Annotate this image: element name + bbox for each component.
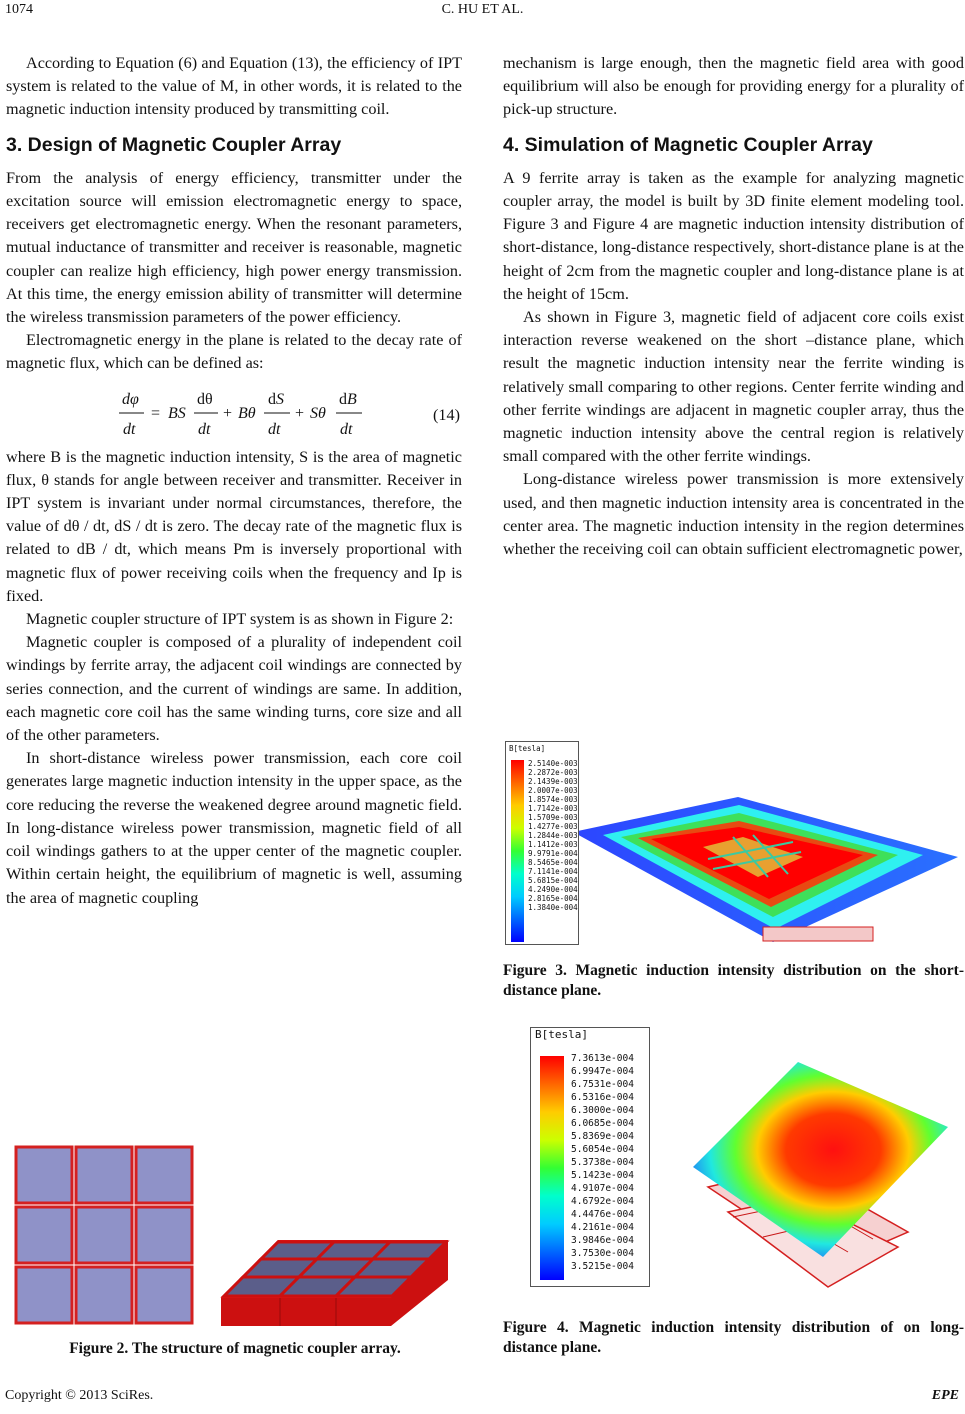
figure-2-caption: Figure 2. The structure of magnetic coupler array. [69, 1340, 401, 1357]
legend-value: 2.8165e-004 [528, 894, 578, 903]
svg-text:dB: dB [339, 390, 357, 408]
page-number: 1074 [5, 2, 33, 17]
svg-text:+: + [223, 404, 233, 422]
paragraph: Magnetic coupler is composed of a plurality of independent coil windings by ferrite array, the adjacent coil windings are connected by series connection, and the current of windings are same. In addition, each magnetic core coil has the same winding turns, core size and all of the other parameters. [6, 633, 462, 745]
legend-title: B[tesla] [509, 744, 546, 753]
paragraph: mechanism is large enough, then the magnetic field area with good equilibrium will also be enough for providing energy for a plurality of pick-up structure. [503, 54, 964, 119]
legend-value: 1.8574e-003 [528, 795, 578, 804]
legend-value: 6.0685e-004 [571, 1118, 634, 1129]
legend-value: 4.6792e-004 [571, 1196, 634, 1207]
paragraph: where B is the magnetic induction intensity, S is the area of magnetic flux, θ stands for angle between receiver and transmitter. Receiver in IPT system is invariant under normal circumstances, therefore, the value of dθ / dt, dS / dt is zero. The decay rate of the magnetic flux is related to dB / dt, which means Pm is inversely proportional with magnetic flux of power receiving coils when the frequency and Ip is fixed. [6, 447, 462, 605]
svg-text:dS: dS [268, 390, 284, 408]
section-heading-3: 3. Design of Magnetic Coupler Array [6, 133, 342, 156]
legend-value: 2.5140e-003 [528, 759, 578, 768]
legend-value: 5.6815e-004 [528, 876, 578, 885]
legend-value: 1.3840e-004 [528, 903, 578, 912]
svg-text:dt: dt [123, 420, 136, 438]
legend-value: 9.9791e-004 [528, 849, 578, 858]
color-scale-bar [511, 760, 524, 942]
paragraph: In short-distance wireless power transmission, each core coil generates large magnetic induction intensity in the upper space, as the core reducing the reverse the weakened degree around magnetic field. In long-distance wireless power transmission, magnetic field of all coil windings gathers to at the upper center of the magnetic coupler. Within certain height, the equilibrium of magnetic is well, assuming the area of magnetic coupling [6, 749, 462, 907]
legend-value: 3.7530e-004 [571, 1248, 634, 1259]
figure-4-legend [530, 1027, 650, 1287]
figure-3-legend [505, 741, 579, 945]
legend-value: 4.9107e-004 [571, 1183, 634, 1194]
svg-text:dt: dt [198, 420, 211, 438]
paragraph: Magnetic coupler structure of IPT system is as shown in Figure 2: [26, 610, 454, 629]
svg-text:BS: BS [168, 404, 186, 422]
legend-value: 4.4476e-004 [571, 1209, 634, 1220]
paragraph: A 9 ferrite array is taken as the example for analyzing magnetic coupler array, the model is built by 3D finite element modeling tool. Figure 3 and Figure 4 are magnetic induction intensity distribution of short-distance, long-distance respectively, short-distance plane is at the height of 2cm from the magnetic coupler and long-distance plane is at the height of 15cm. [503, 168, 964, 303]
legend-value: 6.9947e-004 [571, 1066, 634, 1077]
paragraph: From the analysis of energy efficiency, transmitter under the excitation source will emission electromagnetic energy to space, receivers get electromagnetic energy. When the resonant parameters, mutual inductance of transmitter and receiver is reasonable, magnetic coupler can realize high efficiency, high power energy transmission. At this time, the energy emission ability of transmitter will determine the wireless transmission parameters of the power efficiency. [6, 168, 462, 327]
legend-value: 6.7531e-004 [571, 1079, 634, 1090]
legend-value: 3.9846e-004 [571, 1235, 634, 1246]
svg-text:dt: dt [268, 420, 281, 438]
figure-3 [503, 737, 963, 947]
legend-value: 2.0007e-003 [528, 786, 578, 795]
equation-14 [6, 376, 462, 446]
section-heading-4: 4. Simulation of Magnetic Coupler Array [503, 133, 873, 156]
legend-value: 8.5465e-004 [528, 858, 578, 867]
svg-text:dφ: dφ [122, 390, 139, 408]
figure-4-caption: Figure 4. Magnetic induction intensity distribution of on long- distance plane. [503, 1319, 964, 1356]
legend-value: 4.2490e-004 [528, 885, 578, 894]
svg-text:Sθ: Sθ [310, 404, 326, 422]
color-scale-bar [540, 1056, 564, 1280]
legend-values [528, 759, 578, 912]
equation-number: (14) [433, 405, 460, 424]
legend-value: 1.2844e-003 [528, 831, 578, 840]
legend-value: 6.5316e-004 [571, 1092, 634, 1103]
legend-value: 5.1423e-004 [571, 1170, 634, 1181]
legend-value: 1.7142e-003 [528, 804, 578, 813]
figure-2-3d-view [216, 1218, 451, 1328]
figure-2-grid-view [14, 1145, 194, 1325]
right-column [503, 52, 964, 561]
legend-value: 2.1439e-003 [528, 777, 578, 786]
legend-value: 5.3738e-004 [571, 1157, 634, 1168]
legend-value: 4.2161e-004 [571, 1222, 634, 1233]
paragraph: Electromagnetic energy in the plane is related to the decay rate of magnetic flux, which can be defined as: [6, 331, 462, 373]
paragraph: Long-distance wireless power transmission is more extensively used, and then magnetic induction intensity area is concentrated in the center area. The magnetic induction intensity in the region determines whether the receiving coil can obtain sufficient electromagnetic power, [503, 470, 964, 559]
legend-value: 2.2872e-003 [528, 768, 578, 777]
svg-text:dt: dt [340, 420, 353, 438]
paragraph: According to Equation (6) and Equation (13), the efficiency of IPT system is related to the value of M, in other words, it is related to the magnetic induction intensity produced by transmitting coil. [6, 54, 462, 119]
svg-text:+: + [295, 404, 305, 422]
figure-3-caption: Figure 3. Magnetic induction intensity distribution on the short-distance plane. [503, 962, 964, 999]
running-title: C. HU ET AL. [441, 2, 524, 17]
legend-value: 6.3000e-004 [571, 1105, 634, 1116]
svg-text:dθ: dθ [197, 390, 213, 408]
legend-value: 3.5215e-004 [571, 1261, 634, 1272]
figure-4 [528, 1027, 963, 1297]
legend-value: 1.4277e-003 [528, 822, 578, 831]
svg-text:=: = [151, 404, 161, 422]
footer-journal: EPE [931, 1388, 959, 1403]
legend-values [571, 1052, 634, 1273]
footer-copyright: Copyright © 2013 SciRes. [5, 1388, 154, 1403]
legend-value: 5.8369e-004 [571, 1131, 634, 1142]
legend-value: 1.1412e-003 [528, 840, 578, 849]
legend-value: 1.5709e-003 [528, 813, 578, 822]
legend-value: 7.1141e-004 [528, 867, 578, 876]
legend-value: 7.3613e-004 [571, 1053, 634, 1064]
paragraph: As shown in Figure 3, magnetic field of adjacent core coils exist interaction reverse weakened on the short –distance plane, which result the magnetic induction intensity near the ferrite winding is relatively small comparing to other regions. Center ferrite winding and other ferrite windings are adjacent in magnetic coupler array, thus the magnetic induction intensity above the central region is relatively small compared with the other ferrite windings. [503, 308, 964, 466]
svg-text:Bθ: Bθ [238, 404, 256, 422]
legend-value: 5.6054e-004 [571, 1144, 634, 1155]
left-column [6, 52, 462, 910]
legend-title: B[tesla] [535, 1028, 588, 1041]
equation-graphic [6, 376, 462, 446]
